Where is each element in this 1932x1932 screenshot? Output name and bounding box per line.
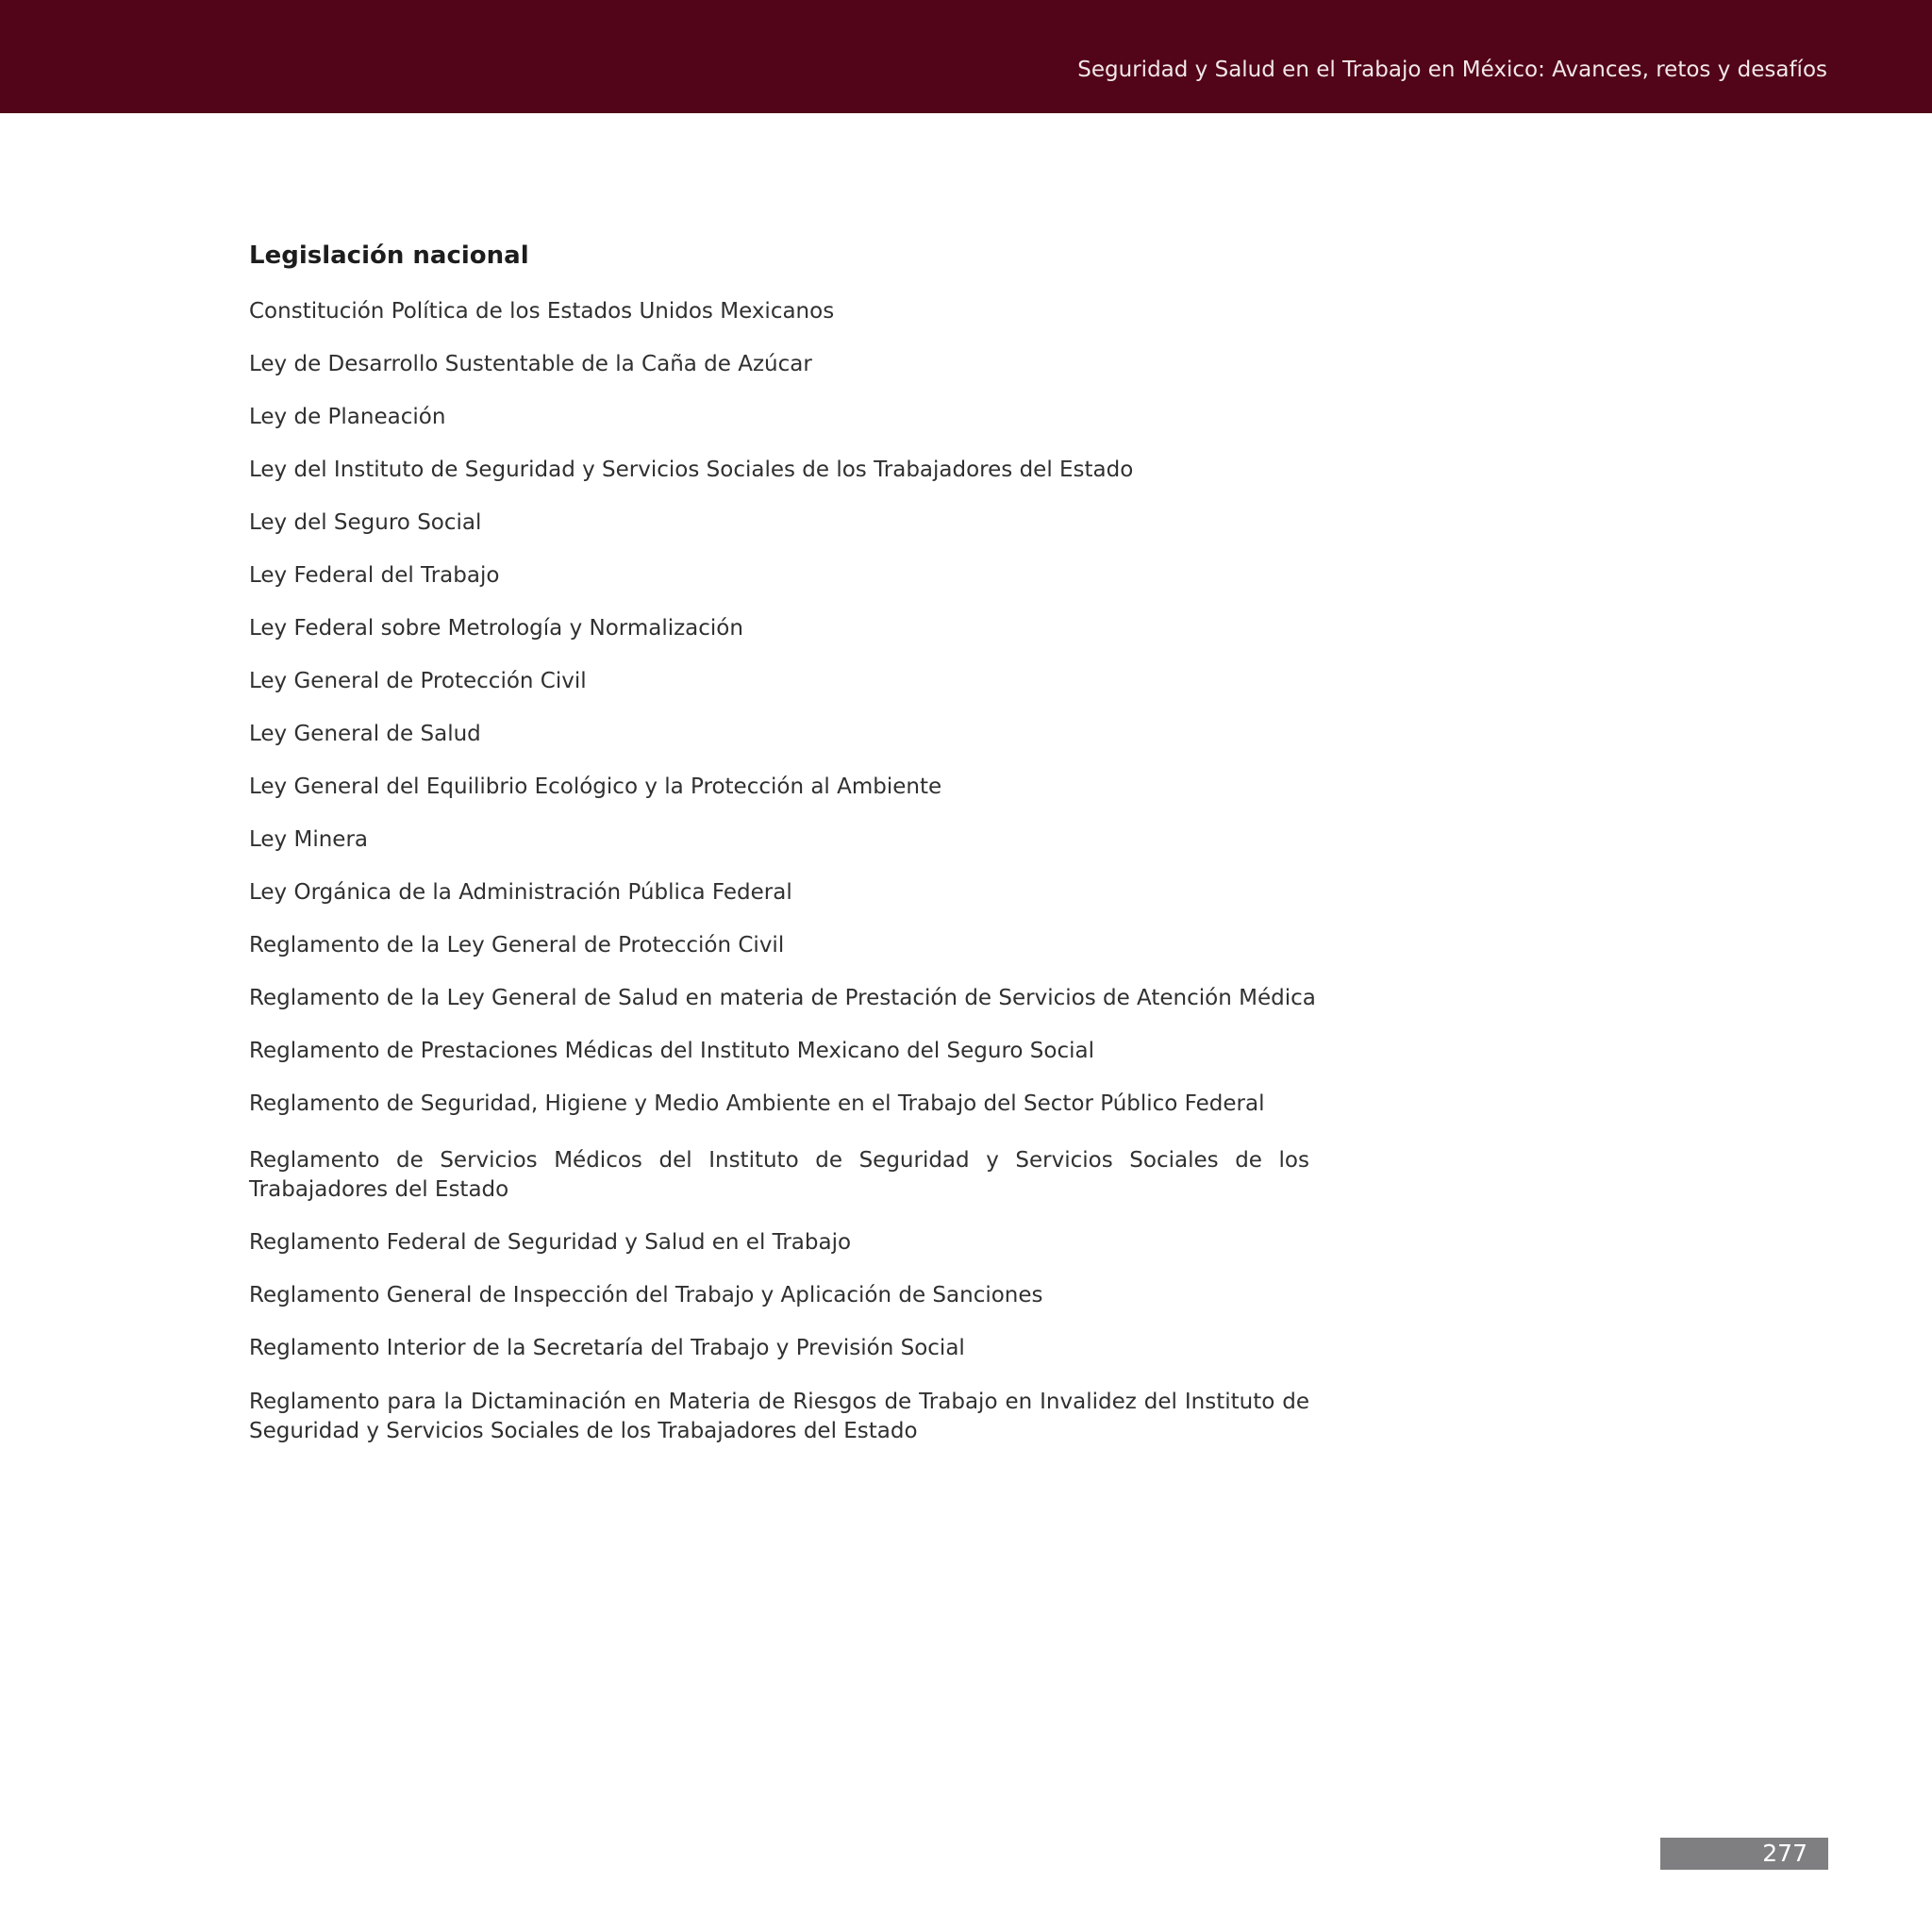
legislation-entry: Ley Minera [249, 827, 368, 852]
header-bar [0, 0, 1932, 113]
running-title: Seguridad y Salud en el Trabajo en México: Avances, retos y desafíos [1077, 58, 1827, 82]
section-heading: Legislación nacional [249, 242, 529, 270]
legislation-entry: Ley General de Salud [249, 722, 481, 746]
legislation-entry: Ley Orgánica de la Administración Pública Federal [249, 880, 792, 905]
legislation-entry: Reglamento Federal de Seguridad y Salud en el Trabajo [249, 1230, 852, 1255]
legislation-entry: Constitución Política de los Estados Unidos Mexicanos [249, 299, 835, 324]
legislation-entry: Reglamento de la Ley General de Protección Civil [249, 933, 785, 958]
legislation-entry: Ley General del Equilibrio Ecológico y la Protección al Ambiente [249, 774, 942, 799]
legislation-entry: Ley Federal sobre Metrología y Normalización [249, 616, 743, 641]
legislation-entry: Ley del Seguro Social [249, 510, 482, 535]
page-number-box [1660, 1838, 1828, 1870]
legislation-entry: Ley del Instituto de Seguridad y Servicios Sociales de los Trabajadores del Estado [249, 458, 1134, 482]
legislation-entry: Reglamento de Seguridad, Higiene y Medio Ambiente en el Trabajo del Sector Público Federal [249, 1091, 1265, 1116]
legislation-entry: Reglamento de Prestaciones Médicas del Instituto Mexicano del Seguro Social [249, 1039, 1094, 1063]
legislation-entry: Reglamento para la Dictaminación en Materia de Riesgos de Trabajo en Invalidez del Instituto de Seguridad y Servicios Sociales de los Trabajadores del Estado [249, 1390, 1309, 1443]
legislation-entry: Ley General de Protección Civil [249, 669, 587, 693]
legislation-entry: Reglamento Interior de la Secretaría del Trabajo y Previsión Social [249, 1336, 965, 1360]
legislation-entry: Ley Federal del Trabajo [249, 563, 500, 588]
page-number: 277 [1762, 1840, 1807, 1867]
legislation-entry: Reglamento de la Ley General de Salud en materia de Prestación de Servicios de Atención Médica [249, 986, 1316, 1010]
legislation-entry: Ley de Planeación [249, 405, 446, 429]
legislation-entry: Reglamento General de Inspección del Trabajo y Aplicación de Sanciones [249, 1283, 1043, 1307]
legislation-entry: Reglamento de Servicios Médicos del Instituto de Seguridad y Servicios Sociales de los Trabajadores del Estado [249, 1148, 1309, 1202]
legislation-entry: Ley de Desarrollo Sustentable de la Caña de Azúcar [249, 352, 812, 376]
